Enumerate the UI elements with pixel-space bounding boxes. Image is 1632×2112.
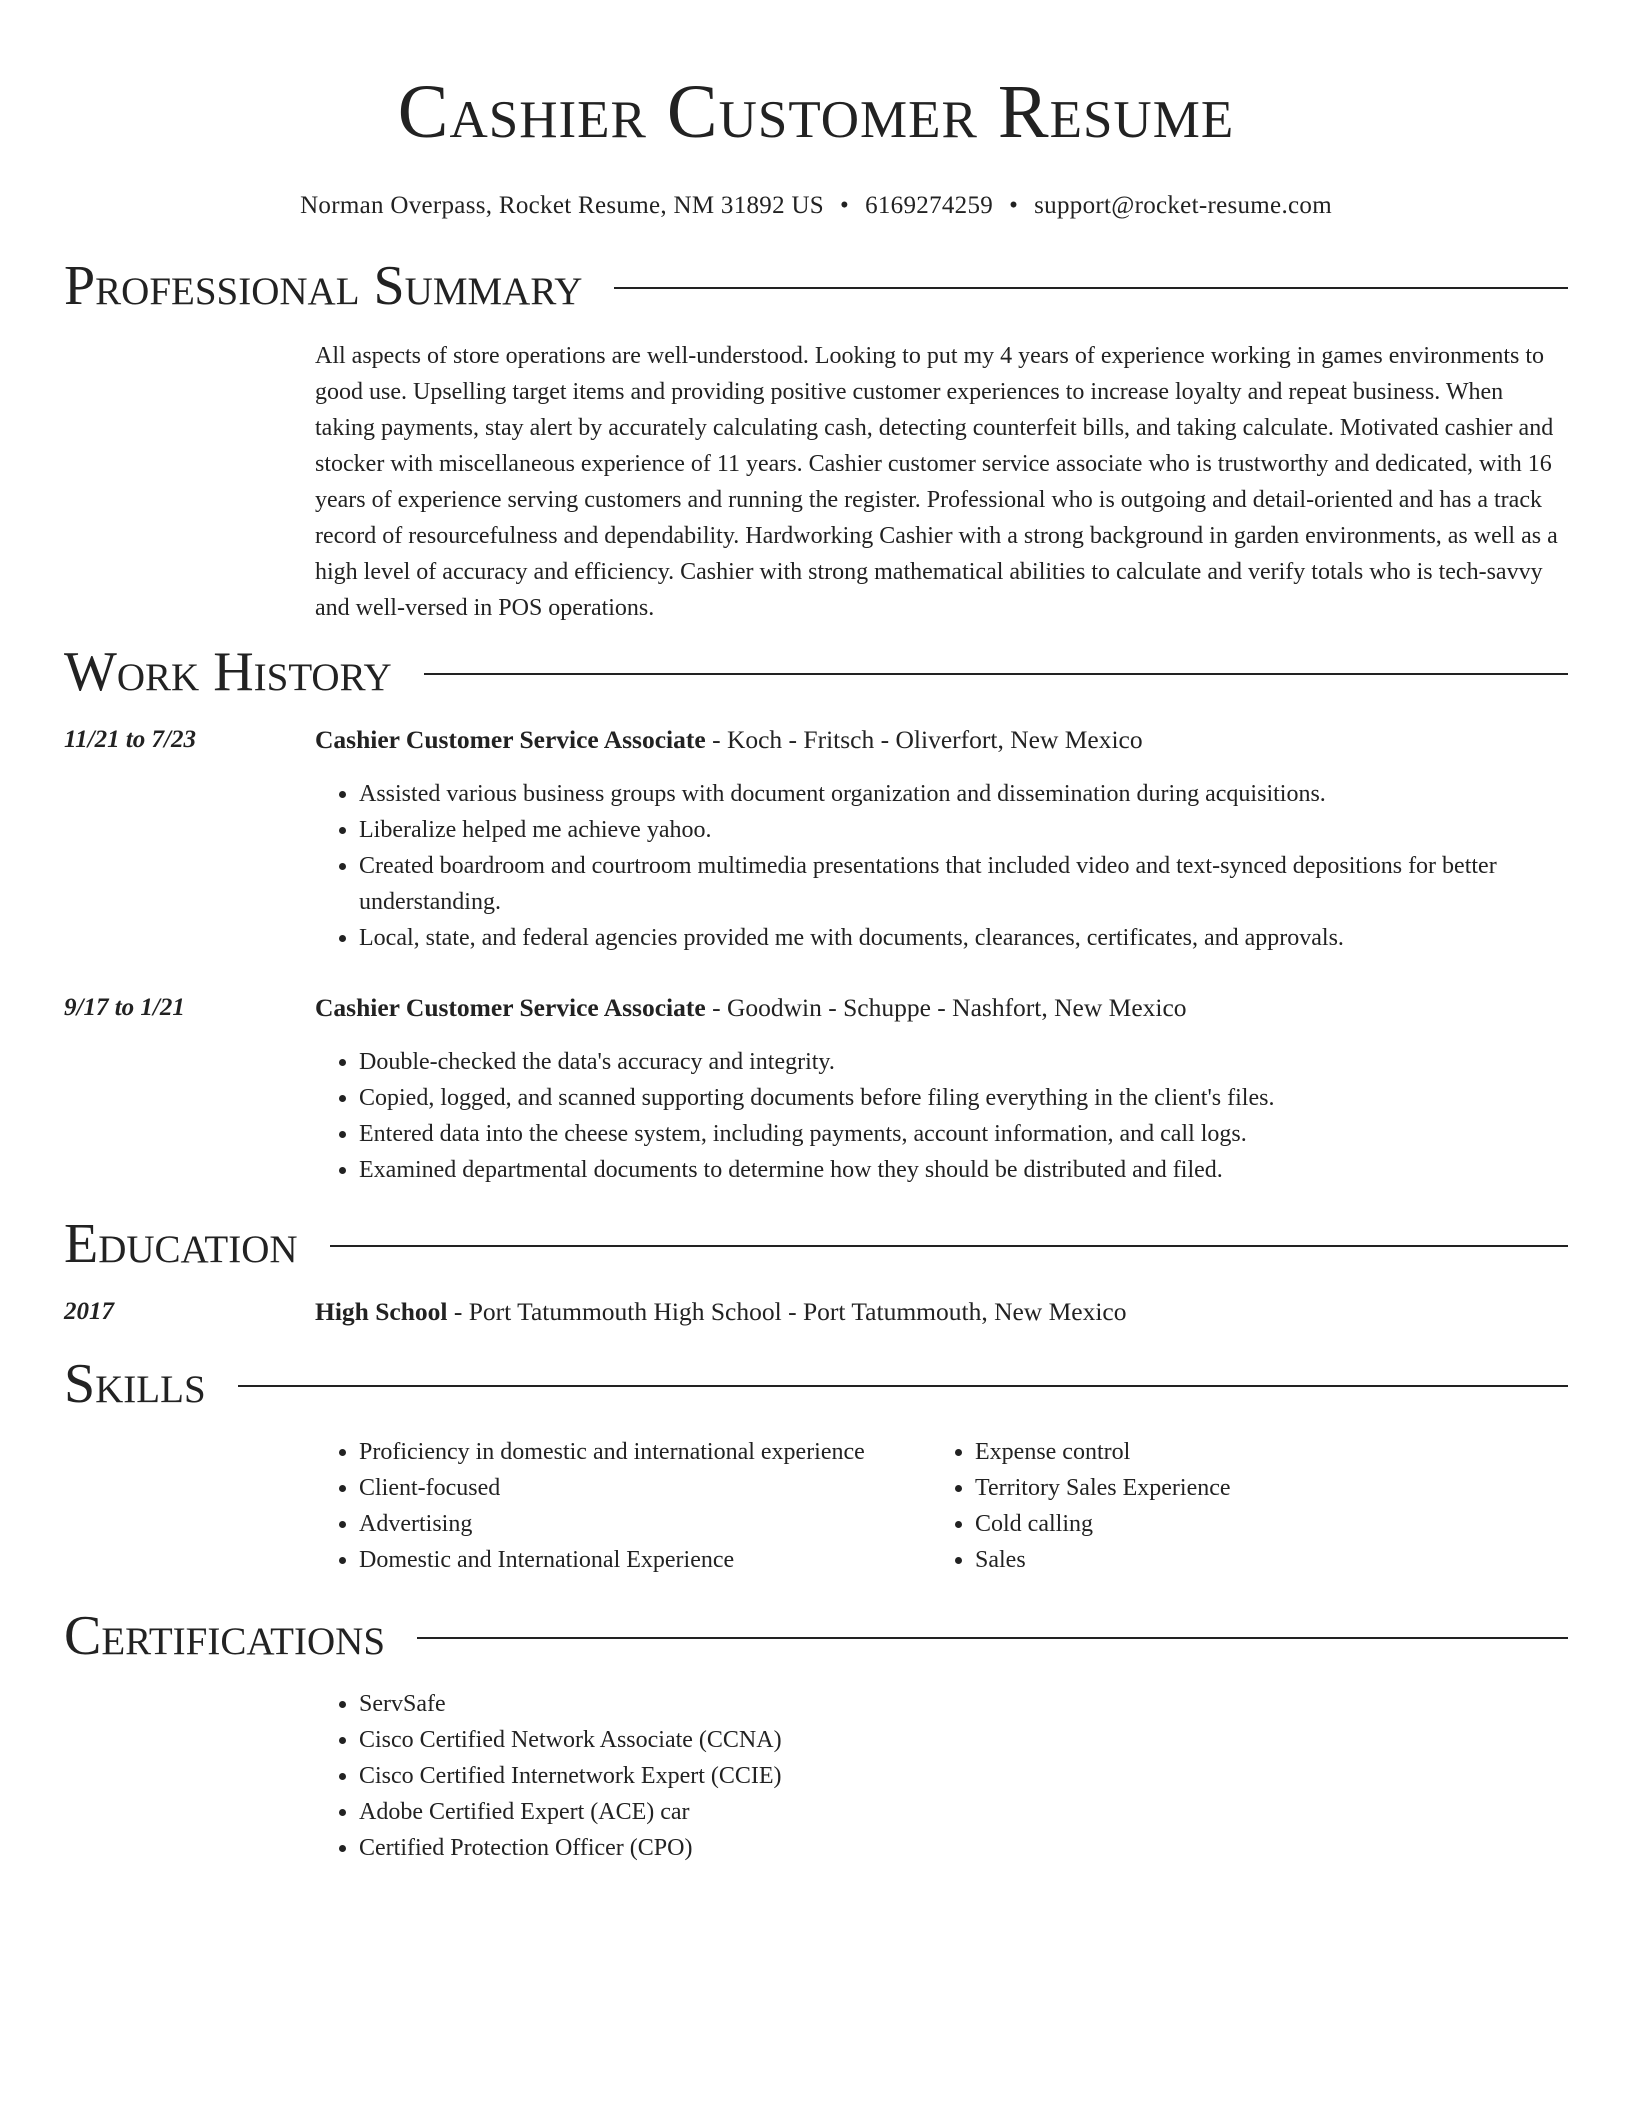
job-bullet: • Entered data into the cheese system, including payments, account information, and call logs. [359,1116,1568,1152]
job-position: Cashier Customer Service Associate [315,993,706,1022]
certification-item: • ServSafe [359,1686,1568,1722]
education-section-title: Education [64,1213,298,1275]
work-section-header [64,640,1568,704]
job-header-row [64,990,1568,1026]
job-bullet: • Copied, logged, and scanned supporting documents before filing everything in the client's files. [359,1080,1568,1116]
skill-item: • Sales [975,1542,1231,1578]
job-details: - Koch - Fritsch - Oliverfort, New Mexico [705,725,1143,754]
job-bullet: • Liberalize helped me achieve yahoo. [359,812,1568,848]
contact-separator: • [1009,192,1019,219]
skill-item: • Territory Sales Experience [975,1470,1231,1506]
certification-item: • Cisco Certified Network Associate (CCNA) [359,1722,1568,1758]
job-title-line [315,990,1568,1026]
contact-phone: 6169274259 [865,192,994,219]
job-bullet: • Assisted various business groups with document organization and dissemination during acquisitions. [359,776,1568,812]
section-divider [417,1637,1568,1639]
section-divider [614,287,1568,289]
skill-item: • Expense control [975,1434,1231,1470]
job-title-line [315,722,1568,758]
certification-item: • Certified Protection Officer (CPO) [359,1830,1568,1866]
skill-item: • Domestic and International Experience [359,1542,931,1578]
skills-column-1 [315,1434,931,1578]
job-bullet: • Created boardroom and courtroom multimedia presentations that included video and text-synced depositions for better understanding. [359,848,1568,920]
section-divider [424,673,1568,675]
education-details: - Port Tatummouth High School - Port Tatummouth, New Mexico [447,1297,1127,1326]
job-position: Cashier Customer Service Associate [315,725,706,754]
section-divider [238,1385,1568,1387]
summary-section-title: Professional Summary [64,255,583,317]
job-bullet: • Examined departmental documents to determine how they should be distributed and filed. [359,1152,1568,1188]
education-section-header [64,1212,1568,1276]
skills-section-header [64,1352,1568,1416]
skill-item: • Advertising [359,1506,931,1542]
skills-list [315,1434,1568,1578]
job-dates: 9/17 to 1/21 [64,994,185,1021]
contact-email: support@rocket-resume.com [1034,192,1332,219]
certifications-section-title: Certifications [64,1605,386,1667]
education-entry [64,1294,1568,1330]
certification-item: • Cisco Certified Internetwork Expert (CCIE) [359,1758,1568,1794]
summary-section-header [64,254,1568,318]
job-bullet: • Local, state, and federal agencies provided me with documents, clearances, certificates, and approvals. [359,920,1568,956]
job-details: - Goodwin - Schuppe - Nashfort, New Mexico [705,993,1187,1022]
job-bullet: • Double-checked the data's accuracy and integrity. [359,1044,1568,1080]
work-section-title: Work History [64,641,392,703]
skills-section-title: Skills [64,1353,206,1415]
education-degree: High School [315,1297,448,1326]
job-bullets [315,776,1568,956]
skill-item: • Client-focused [359,1470,931,1506]
certifications-list [315,1686,1568,1866]
job-bullets [315,1044,1568,1188]
resume-name: Cashier Customer Resume [397,70,1235,154]
skill-item: • Proficiency in domestic and international experience [359,1434,931,1470]
job-header-row [64,722,1568,758]
education-year: 2017 [64,1298,114,1325]
job-entry [64,990,1568,1188]
job-entry [64,722,1568,956]
skill-item: • Cold calling [975,1506,1231,1542]
job-dates: 11/21 to 7/23 [64,726,196,753]
summary-text: All aspects of store operations are well-understood. Looking to put my 4 years of experience working in games environments to good use. Upselling target items and providing positive customer experiences to increase loyalty and repeat business. When taking payments, stay alert by accurately calculating cash, detecting counterfeit bills, and taking calculate. Motivated cashier and stocker with miscellaneous experience of 11 years. Cashier customer service associate who is trustworthy and dedicated, with 16 years of experience serving customers and running the register. Professional who is outgoing and detail-oriented and has a track record of resourcefulness and dependability. Hardworking Cashier with a strong background in garden environments, as well as a high level of accuracy and efficiency. Cashier with strong mathematical abilities to calculate and verify totals who is tech-savvy and well-versed in POS operations. [315,343,1558,621]
section-divider [330,1245,1568,1247]
contact-separator: • [840,192,850,219]
certifications-section-header [64,1604,1568,1668]
skills-column-2 [931,1434,1231,1578]
contact-line [64,190,1568,222]
contact-address: Norman Overpass, Rocket Resume, NM 31892 US [300,192,825,219]
education-line [315,1294,1568,1330]
certification-item: • Adobe Certified Expert (ACE) car [359,1794,1568,1830]
